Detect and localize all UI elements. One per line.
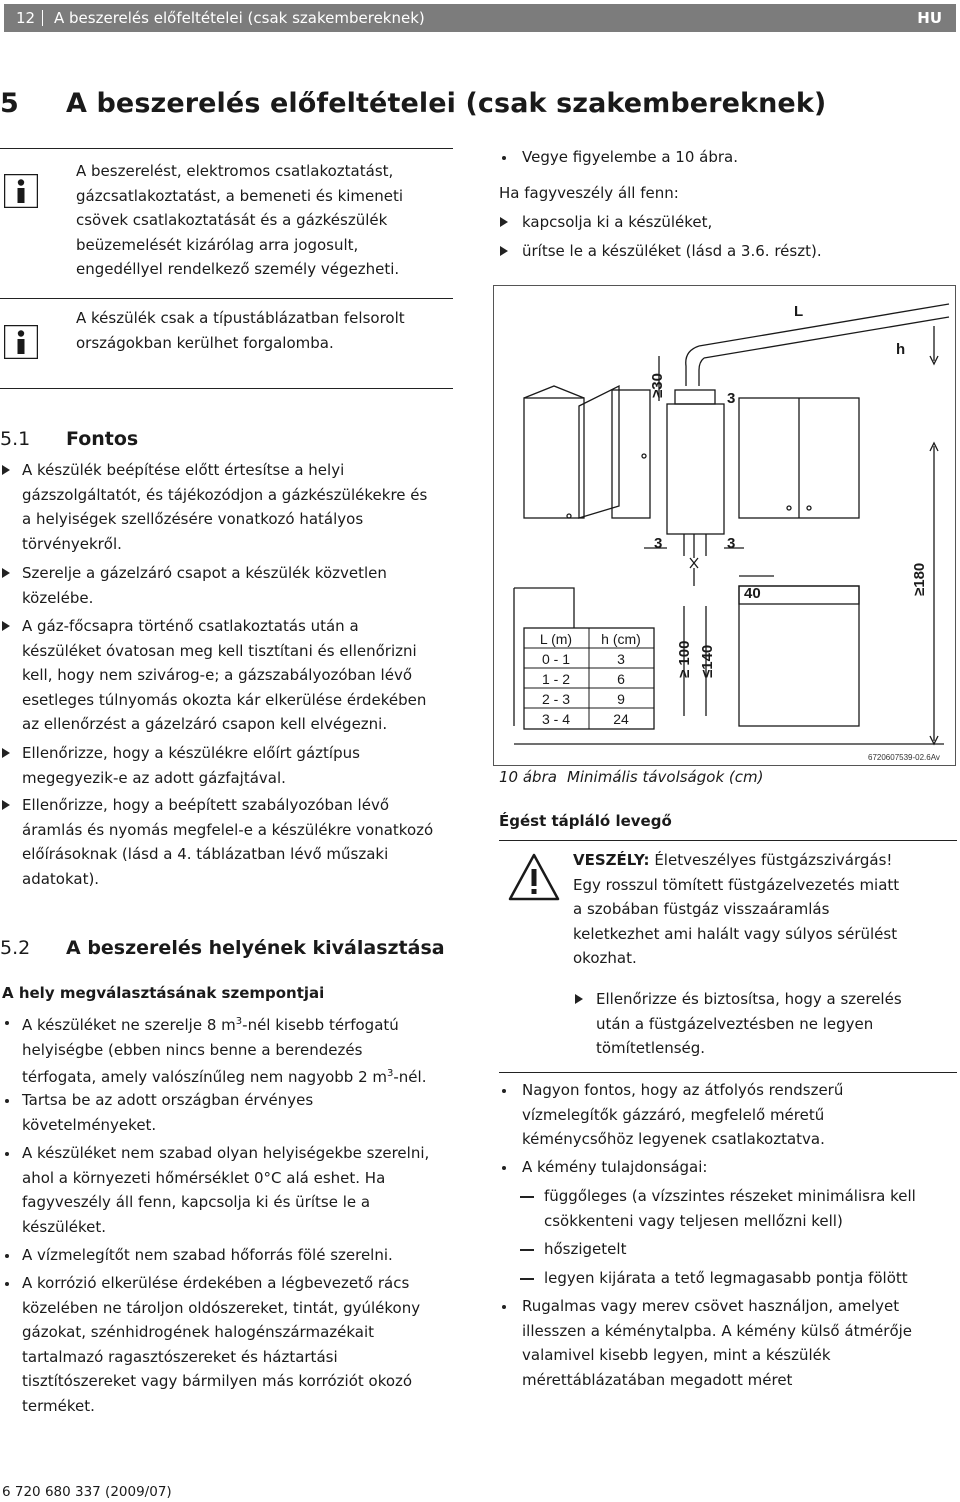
bullet-dot-icon: [5, 1152, 9, 1156]
dash-bullet-icon: [520, 1196, 534, 1198]
arrow-bullet-icon: [500, 217, 508, 227]
arrow-bullet-icon: [2, 621, 10, 631]
frost-intro: Ha fagyveszély áll fenn:: [499, 184, 679, 202]
dash-bullet-icon: [520, 1278, 534, 1280]
warning-rule-top: [499, 840, 957, 841]
info-note-countries: A készülék csak a típustáblázatban felsorolt országokban kerülhet forgalomba.: [76, 309, 405, 352]
info-icon: [4, 325, 38, 359]
list-item: A korrózió elkerülése érdekében a légbevezető rács közelében ne tároljon oldószereket, tintát, gyúlékony gázokat, szénhidrogének halogénszármazékait tartalmazó ragasztószereket és háztartási tisztítószereket vagy bármilyen más korróziót okozó terméket.: [22, 1274, 421, 1415]
table-cell: 1 - 2: [541, 671, 571, 687]
arrow-bullet-icon: [2, 800, 10, 810]
chapter-title-text: A beszerelés előfeltételei (csak szakembereknek): [66, 88, 827, 119]
list-item: hőszigetelt: [544, 1240, 627, 1258]
table-cell: 3: [617, 651, 625, 667]
arrow-bullet-icon: [575, 994, 583, 1004]
page-header: [4, 4, 956, 32]
chapter-number: 5: [0, 88, 19, 119]
info-rule-mid: [0, 298, 453, 299]
bullet-dot-icon: [5, 1282, 9, 1286]
bullet-dot-icon: [502, 1305, 506, 1309]
warning-text: VESZÉLY: Életveszélyes füstgázszivárgás! Egy rosszul tömített füstgázelvezetés miatt a szobában füstgáz visszaáramlás keletkezhet ami halált vagy súlyos sérülést okozhat.: [573, 851, 900, 967]
list-item: legyen kijárata a tető legmagasabb pontja fölött: [544, 1269, 908, 1287]
installation-diagram: [494, 286, 955, 765]
list-item: A gáz-főcsapra történő csatlakoztatás után a készüléket óvatosan meg kell tisztítani és ellenőrizni kell, hogy nem szivárog-e; a gázszabályozóban lévő esetleges túlnyomás okozta kár elkerülése érdekében az ellenőrzést a gázelzáró csapon kell elvégezni.: [22, 617, 427, 733]
label-ge180: ≥180: [911, 562, 928, 596]
language-code: HU: [917, 9, 942, 27]
arrow-bullet-icon: [2, 748, 10, 758]
bullet-dot-icon: [5, 1099, 9, 1103]
bullet-dot-icon: [502, 1089, 506, 1093]
table-cell: 0 - 1: [541, 651, 571, 667]
section-5-2-heading: 5.2 A beszerelés helyének kiválasztása: [0, 937, 445, 959]
list-item: A készüléket nem szabad olyan helyiségekbe szerelni, ahol a környezeti hőmérséklet 0°C alá eshet. Ha fagyveszély áll fenn, kapcsolja ki és ürítse le a készüléket.: [22, 1144, 430, 1236]
arrow-bullet-icon: [500, 246, 508, 256]
list-item: Tartsa be az adott országban érvényes követelményeket.: [22, 1091, 314, 1134]
list-item: Ellenőrizze, hogy a készülékre előírt gáztípus megegyezik-e az adott gázfajtával.: [22, 744, 360, 787]
table-cell: 24: [613, 711, 629, 727]
label-3-top: 3: [727, 390, 736, 407]
header-title: A beszerelés előfeltételei (csak szakembereknek): [54, 9, 425, 27]
info-icon: [4, 174, 38, 208]
table-header-h: h (cm): [601, 631, 641, 647]
header-separator: [42, 10, 43, 26]
label-h: h: [896, 341, 906, 358]
table-cell: 6: [617, 671, 625, 687]
list-item: Ellenőrizze, hogy a beépített szabályozóban lévő áramlás és nyomás megfelel-e a készülékre vonatkozó előírásoknak (lásd a 4. táblázatban lévő műszaki adatokat).: [22, 796, 434, 888]
table-cell: 9: [617, 691, 625, 707]
warning-action: Ellenőrizze és biztosítsa, hogy a szerelés után a füstgázelveztésben ne legyen tömítetlenség.: [596, 990, 902, 1057]
arrow-bullet-icon: [2, 465, 10, 475]
arrow-bullet-icon: [2, 568, 10, 578]
figure-reference: Vegye figyelembe a 10 ábra.: [522, 148, 738, 166]
list-item: Nagyon fontos, hogy az átfolyós rendszerű vízmelegítők gázzáró, megfelelő méretű kéménycsőhöz legyenek csatlakoztatva.: [522, 1081, 844, 1148]
list-item: kapcsolja ki a készüléket,: [522, 213, 713, 231]
list-item: függőleges (a vízszintes részeket minimálisra kell csökkenteni vagy teljesen mellőzni kell): [544, 1187, 916, 1230]
label-L: L: [794, 303, 804, 320]
bullet-dot-icon: [5, 1254, 9, 1258]
warning-rule-bottom: [499, 1072, 957, 1073]
bullet-dot-icon: [502, 156, 506, 160]
label-ge30: ≥30: [649, 373, 666, 398]
section-5-1-heading: 5.1 Fontos: [0, 428, 139, 450]
list-item: A készülék beépítése előtt értesítse a helyi gázszolgáltatót, és tájékozódjon a gázkészülékekre és a helyiségek szellőzésére vonatkozó hatályos törvényekről.: [22, 461, 428, 553]
label-3-left: 3: [654, 535, 663, 552]
label-3-right: 3: [727, 535, 736, 552]
label-le140: ≤140: [699, 644, 716, 678]
label-ge100: ≥ 100: [676, 640, 693, 678]
table-cell: 2 - 3: [541, 691, 571, 707]
list-item: ürítse le a készüléket (lásd a 3.6. részt).: [522, 242, 822, 260]
document-number: 6 720 680 337 (2009/07): [2, 1484, 172, 1500]
distance-table: [524, 628, 654, 729]
list-item: Rugalmas vagy merev csövet használjon, amelyet illesszen a kéménytalpba. A kémény külső átmérője valamivel kisebb legyen, mint a készülék mérettáblázatában megadott méret: [522, 1297, 913, 1389]
figure-code: 6720607539-02.6Av: [868, 753, 940, 762]
info-note-install: A beszerelést, elektromos csatlakoztatást, gázcsatlakoztatást, a bemeneti és kimeneti csövek csatlakoztatását és a gázkészülék beüzemelését kizárólag arra jogosult, engedéllyel rendelkező személy végezheti.: [76, 162, 404, 278]
list-item: Szerelje a gázelzáró csapot a készülék közvetlen közelébe.: [22, 564, 387, 607]
info-rule-top: [0, 148, 453, 149]
section-5-2-subheading: A hely megválasztásának szempontjai: [2, 984, 325, 1002]
combustion-air-heading: Égést tápláló levegő: [499, 812, 672, 830]
page-number: 12: [16, 9, 36, 27]
table-header-l: L (m): [539, 631, 573, 647]
list-item: A vízmelegítőt nem szabad hőforrás fölé szerelni.: [22, 1246, 393, 1264]
list-item: A kémény tulajdonságai:: [522, 1158, 708, 1176]
label-40: 40: [744, 585, 761, 602]
figure-caption: 10 ábra Minimális távolságok (cm): [499, 768, 764, 786]
bullet-dot-icon: [502, 1166, 506, 1170]
dash-bullet-icon: [520, 1249, 534, 1251]
figure-10: [493, 285, 956, 766]
info-rule-bottom: [0, 388, 453, 389]
bullet-dot-icon: [5, 1021, 9, 1025]
table-cell: 3 - 4: [541, 711, 571, 727]
list-item: A készüléket ne szerelje 8 $m^3$-nél kisebb térfogatú helyiségbe (ebben nincs benne a berendezés térfogata, amely valószínűleg nem nagyobb 2 $m^3$-nél.: [22, 1016, 427, 1086]
warning-triangle-icon: [507, 852, 561, 902]
